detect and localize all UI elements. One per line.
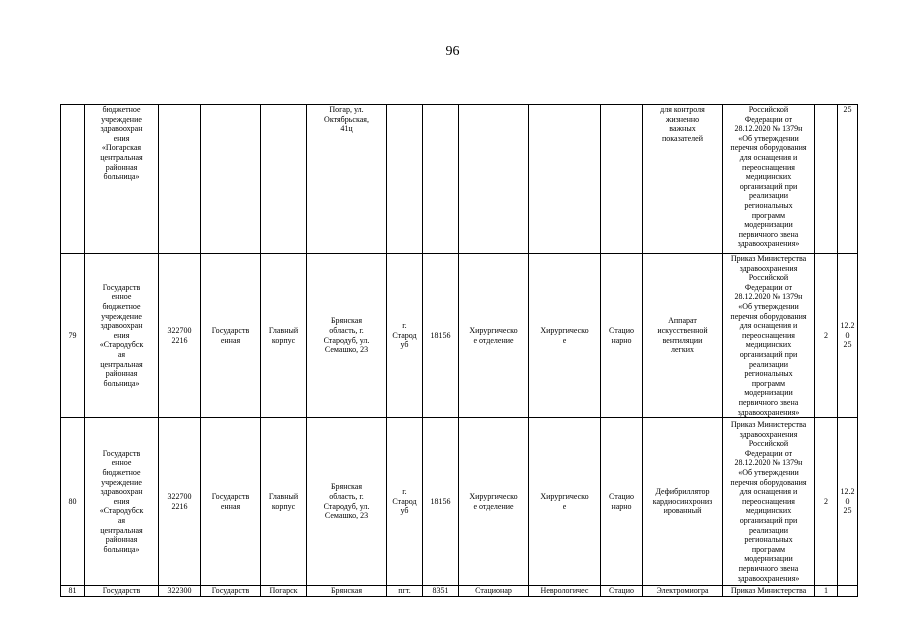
cell-date: 12.20 25 — [838, 418, 858, 586]
cell-address: Брянская — [307, 586, 387, 597]
cell-profile — [529, 105, 601, 254]
cell-department: Хирургическо е отделение — [459, 254, 529, 418]
cell-date: 25 — [838, 105, 858, 254]
cell-quantity: 2 — [815, 254, 838, 418]
cell-equipment: для контроля жизненно важных показателей — [643, 105, 723, 254]
cell-equipment: Аппарат искусственной вентиляции легких — [643, 254, 723, 418]
cell-quantity — [815, 105, 838, 254]
cell-code: 322700 2216 — [159, 418, 201, 586]
table-row — [61, 418, 858, 586]
cell-department: Хирургическо е отделение — [459, 418, 529, 586]
cell-number — [61, 105, 85, 254]
cell-number: 81 — [61, 586, 85, 597]
cell-profile: Неврологичес — [529, 586, 601, 597]
cell-code: 322700 2216 — [159, 254, 201, 418]
cell-equipment: Электромиогра — [643, 586, 723, 597]
cell-code — [159, 105, 201, 254]
cell-quantity: 2 — [815, 418, 838, 586]
cell-population: 18156 — [423, 418, 459, 586]
cell-ownership: Государств — [201, 586, 261, 597]
cell-settlement — [387, 105, 423, 254]
cell-institution: бюджетное учреждение здравоохран ения «Погарская центральная районная больница» — [85, 105, 159, 254]
cell-regulation: Российской Федерации от 28.12.2020 № 1379н «Об утверждении перечня оборудования для оснащения и переоснащения медицинских организаций при реализации региональных программ модернизации первичного звена здравоохранения» — [723, 105, 815, 254]
cell-profile: Хирургическо е — [529, 418, 601, 586]
cell-quantity: 1 — [815, 586, 838, 597]
cell-profile: Хирургическо е — [529, 254, 601, 418]
cell-department: Стационар — [459, 586, 529, 597]
cell-address: Брянская область, г. Стародуб, ул. Семашко, 23 — [307, 254, 387, 418]
cell-population — [423, 105, 459, 254]
cell-settlement: пгт. — [387, 586, 423, 597]
cell-building: Главный корпус — [261, 254, 307, 418]
cell-building — [261, 105, 307, 254]
cell-building: Погарск — [261, 586, 307, 597]
cell-address: Погар, ул. Октябрьская, 41ц — [307, 105, 387, 254]
cell-institution: Государств — [85, 586, 159, 597]
cell-number: 79 — [61, 254, 85, 418]
cell-equipment: Дефибриллятор кардиосинхрониз ированный — [643, 418, 723, 586]
table-row — [61, 586, 858, 597]
cell-population: 8351 — [423, 586, 459, 597]
cell-regulation: Приказ Министерства здравоохранения Российской Федерации от 28.12.2020 № 1379н «Об утверждении перечня оборудования для оснащения и переоснащения медицинских организаций при реализации региональных программ модернизации первичного звена здравоохранения» — [723, 254, 815, 418]
cell-address: Брянская область, г. Стародуб, ул. Семашко, 23 — [307, 418, 387, 586]
cell-population: 18156 — [423, 254, 459, 418]
cell-code: 322300 — [159, 586, 201, 597]
table-row — [61, 254, 858, 418]
table-row — [61, 105, 858, 254]
cell-care-condition: Стацио — [601, 586, 643, 597]
cell-institution: Государств енное бюджетное учреждение здравоохран ения «Стародубск ая центральная районная больница» — [85, 418, 159, 586]
page-number: 96 — [445, 44, 460, 59]
cell-date: 12.20 25 — [838, 254, 858, 418]
cell-regulation: Приказ Министерства — [723, 586, 815, 597]
cell-settlement: г. Старод уб — [387, 418, 423, 586]
cell-department — [459, 105, 529, 254]
cell-number: 80 — [61, 418, 85, 586]
cell-care-condition — [601, 105, 643, 254]
cell-building: Главный корпус — [261, 418, 307, 586]
equipment-table — [60, 104, 858, 597]
cell-date — [838, 586, 858, 597]
cell-ownership — [201, 105, 261, 254]
cell-institution: Государств енное бюджетное учреждение здравоохран ения «Стародубск ая центральная районная больница» — [85, 254, 159, 418]
cell-regulation: Приказ Министерства здравоохранения Российской Федерации от 28.12.2020 № 1379н «Об утверждении перечня оборудования для оснащения и переоснащения медицинских организаций при реализации региональных программ модернизации первичного звена здравоохранения» — [723, 418, 815, 586]
cell-care-condition: Стацио нарно — [601, 254, 643, 418]
cell-ownership: Государств енная — [201, 418, 261, 586]
cell-ownership: Государств енная — [201, 254, 261, 418]
cell-care-condition: Стацио нарно — [601, 418, 643, 586]
cell-settlement: г. Старод уб — [387, 254, 423, 418]
